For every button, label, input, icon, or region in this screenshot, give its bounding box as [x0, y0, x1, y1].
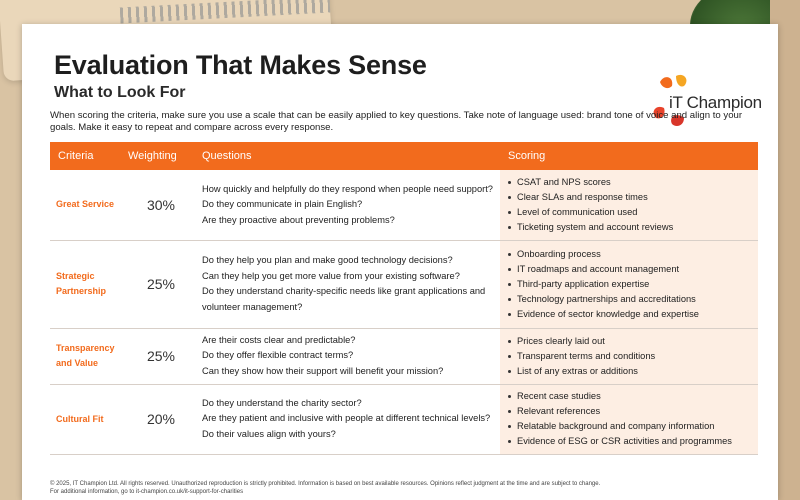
question-text: Do they understand the charity sector?	[202, 397, 362, 408]
scoring-item: Clear SLAs and response times	[508, 190, 757, 205]
question-text: How quickly and helpfully do they respond when people need support?	[202, 183, 493, 194]
header-scoring: Scoring	[500, 142, 758, 170]
scoring-cell	[500, 170, 758, 240]
footer-disclaimer	[50, 480, 750, 496]
scoring-item: List of any extras or additions	[508, 364, 757, 379]
intro-text: When scoring the criteria, make sure you use a scale that can be easily applied to key questions. Take note of language used: brand tone of voice and align to your goals. Make it easy to repeat and compare across every response.	[50, 110, 743, 133]
questions-cell	[198, 384, 500, 454]
header-questions: Questions	[198, 142, 500, 170]
footer-link-text: For additional information, go to it-champion.co.uk/it-support-for-charities	[50, 489, 244, 495]
scoring-cell	[500, 328, 758, 384]
document-sheet	[22, 24, 778, 500]
question-text: Can they help you get more value from your existing software?	[202, 270, 460, 281]
question-text: Are they proactive about preventing problems?	[202, 214, 395, 225]
scoring-item: Technology partnerships and accreditations	[508, 292, 757, 307]
criteria-cell: Great Service	[50, 170, 124, 240]
scoring-item: Onboarding process	[508, 247, 757, 262]
scoring-item: Relatable background and company information	[508, 419, 757, 434]
scoring-item: Third-party application expertise	[508, 277, 757, 292]
question-text: Do they communicate in plain English?	[202, 199, 363, 209]
weighting-cell: 20%	[124, 384, 198, 454]
scoring-item: Evidence of ESG or CSR activities and programmes	[508, 434, 757, 449]
scoring-cell	[500, 384, 758, 454]
question-text: Do they understand charity-specific needs like grant applications and volunteer management?	[202, 286, 486, 312]
criteria-cell: Strategic Partnership	[50, 240, 124, 328]
question-text: Are their costs clear and predictable?	[202, 334, 356, 345]
table-row	[50, 170, 758, 240]
question-text: Can they show how their support will benefit your mission?	[202, 365, 444, 376]
table-header-row	[50, 142, 758, 170]
table-row	[50, 240, 758, 328]
questions-cell	[198, 328, 500, 384]
scoring-item: Evidence of sector knowledge and expertise	[508, 307, 757, 322]
header-criteria: Criteria	[50, 142, 124, 170]
question-text: Do they offer flexible contract terms?	[202, 350, 354, 361]
scoring-item: IT roadmaps and account management	[508, 262, 757, 277]
scoring-item: Ticketing system and account reviews	[508, 220, 757, 235]
weighting-cell: 30%	[124, 170, 198, 240]
scoring-item: Prices clearly laid out	[508, 334, 757, 349]
scoring-cell	[500, 240, 758, 328]
footer-copyright: © 2025, IT Champion Ltd. All rights reserved. Unauthorized reproduction is strictly prohibited. Information is based on best available resources. Opinions reflect judgment at the time and are subject to change.	[50, 481, 601, 487]
criteria-cell: Cultural Fit	[50, 384, 124, 454]
table-row	[50, 384, 758, 454]
question-text: Do they help you plan and make good technology decisions?	[202, 255, 453, 265]
question-text: Do their values align with yours?	[202, 428, 336, 439]
scoring-item: CSAT and NPS scores	[508, 175, 757, 190]
document-subtitle: What to Look For	[54, 84, 186, 101]
document-title: Evaluation That Makes Sense	[54, 50, 427, 80]
table-row	[50, 328, 758, 384]
scoring-item: Recent case studies	[508, 389, 757, 404]
scoring-item: Level of communication used	[508, 205, 757, 220]
weighting-cell: 25%	[124, 328, 198, 384]
questions-cell	[198, 240, 500, 328]
scoring-item: Transparent terms and conditions	[508, 349, 757, 364]
question-text: Are they patient and inclusive with people at different technical levels?	[202, 413, 491, 424]
scoring-item: Relevant references	[508, 404, 757, 419]
header-weighting: Weighting	[124, 142, 198, 170]
logo-wordmark: iT Champion	[669, 93, 762, 112]
evaluation-table	[50, 142, 758, 455]
weighting-cell: 25%	[124, 240, 198, 328]
criteria-cell: Transparency and Value	[50, 328, 124, 384]
questions-cell	[198, 170, 500, 240]
